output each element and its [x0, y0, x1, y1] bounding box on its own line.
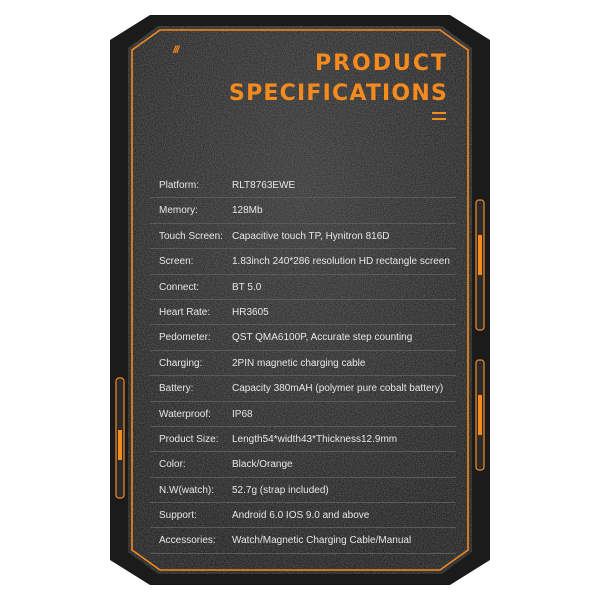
spec-row — [150, 275, 456, 300]
spec-label: Support: — [159, 510, 197, 522]
spec-value: BT 5.0 — [232, 281, 262, 293]
spec-label: Screen: — [159, 256, 194, 268]
spec-value: RLT8763EWE — [232, 180, 296, 191]
spec-row — [150, 173, 456, 198]
spec-row — [150, 351, 456, 376]
spec-value: 52.7g (strap included) — [232, 484, 329, 496]
spec-value: Android 6.0 IOS 9.0 and above — [232, 510, 370, 522]
spec-label: Product Size: — [159, 433, 219, 445]
spec-label: Accessories: — [159, 535, 216, 547]
spec-label: Connect: — [159, 281, 200, 293]
spec-value: Black/Orange — [232, 459, 293, 471]
spec-row — [150, 503, 456, 528]
equals-icon — [432, 112, 446, 122]
spec-value: Capacity 380mAH (polymer pure cobalt battery) — [232, 383, 444, 395]
hash-mark: /// — [173, 45, 179, 56]
spec-label: Battery: — [159, 383, 194, 395]
spec-value: Capacitive touch TP, Hynitron 816D — [232, 230, 390, 242]
spec-value: 2PIN magnetic charging cable — [232, 357, 366, 369]
spec-row — [150, 300, 456, 325]
spec-row — [150, 478, 456, 503]
spec-row — [150, 528, 456, 553]
spec-label: Platform: — [159, 180, 200, 191]
spec-value: Watch/Magnetic Charging Cable/Manual — [232, 535, 412, 547]
spec-label: N.W(watch): — [159, 484, 214, 496]
spec-row — [150, 224, 456, 249]
spec-row — [150, 452, 456, 477]
spec-row — [150, 427, 456, 452]
title-line-1: PRODUCT — [314, 51, 448, 76]
title-line-2: SPECIFICATIONS — [229, 81, 448, 106]
spec-label: Color: — [159, 459, 186, 471]
spec-row — [150, 402, 456, 427]
spec-row — [150, 198, 456, 223]
spec-value: QST QMA6100P, Accurate step counting — [232, 332, 413, 344]
spec-label: Heart Rate: — [159, 306, 211, 318]
spec-label: Pedometer: — [159, 332, 211, 344]
spec-value: HR3605 — [232, 306, 269, 318]
spec-value: 1.83inch 240*286 resolution HD rectangle screen — [232, 256, 450, 268]
spec-table — [150, 173, 456, 554]
spec-label: Charging: — [159, 357, 203, 369]
spec-row — [150, 376, 456, 401]
spec-row — [150, 325, 456, 350]
spec-label: Waterproof: — [159, 408, 211, 420]
spec-value: 128Mb — [232, 205, 263, 217]
spec-row — [150, 249, 456, 274]
spec-value: IP68 — [232, 408, 253, 420]
spec-label: Memory: — [159, 205, 198, 217]
spec-value: Length54*width43*Thickness12.9mm — [232, 433, 398, 445]
spec-label: Touch Screen: — [159, 230, 223, 242]
